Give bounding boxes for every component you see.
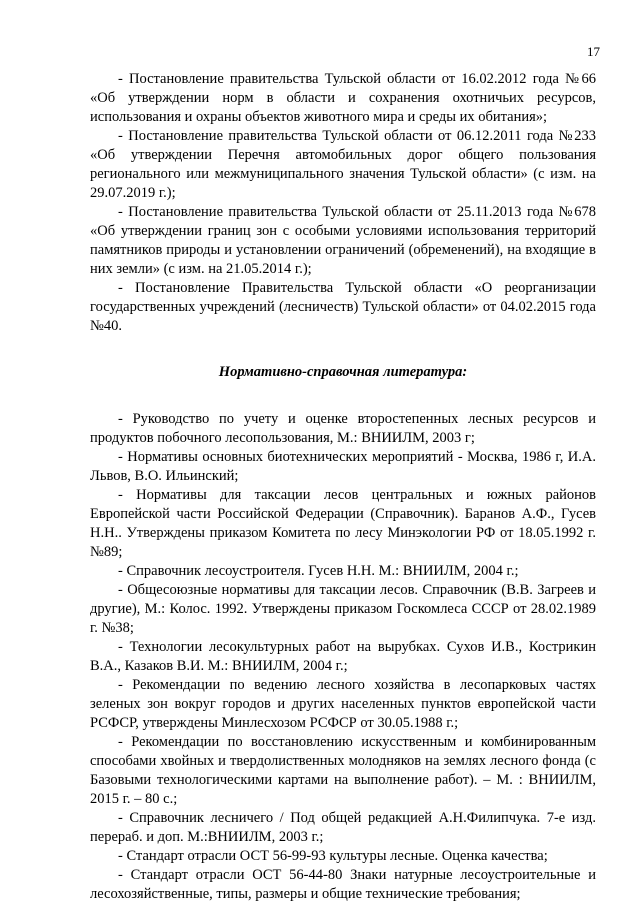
list-item: - Нормативы основных биотехнических мероприятий - Москва, 1986 г, И.А. Львов, В.О. Ильинский; — [90, 449, 596, 484]
paragraph: - Постановление правительства Тульской области от 25.11.2013 года №678 «Об утверждении границ зон с особыми условиями использования территорий памятников природы и установлении ограничений (обременений), на входящие в них земли» (с изм. на 21.05.2014 г.); — [90, 204, 596, 277]
list-item: - Нормативы для таксации лесов центральных и южных районов Европейской части Российской Федерации (Справочник). Баранов А.Ф., Гусев Н.Н.. Утверждены приказом Комитета по лесу Минэкологии РФ от 18.05.1992 г. №89; — [90, 487, 596, 560]
list-item: - Руководство по учету и оценке второстепенных лесных ресурсов и продуктов побочного лесопользования, М.: ВНИИЛМ, 2003 г; — [90, 411, 596, 446]
section-heading: Нормативно-справочная литература: — [218, 364, 468, 380]
list-item: - Общесоюзные нормативы для таксации лесов. Справочник (В.В. Загреев и другие), М.: Колос. 1992. Утверждены приказом Госкомлеса СССР от 28.02.1989 г. №38; — [90, 582, 596, 636]
paragraph: - Постановление Правительства Тульской области «О реорганизации государственных учреждений (лесничеств) Тульской области» от 04.02.2015 года №40. — [90, 280, 596, 334]
list-item: - Стандарт отрасли ОСТ 56-99-93 культуры лесные. Оценка качества; — [118, 848, 548, 864]
paragraph: - Постановление правительства Тульской области от 06.12.2011 года №233 «Об утверждении Перечня автомобильных дорог общего пользования регионального или межмуниципального значения Тульской области» (с изм. на 29.07.2019 г.); — [90, 128, 596, 201]
paragraph: - Постановление правительства Тульской области от 16.02.2012 года №66 «Об утверждении норм в области и сохранения охотничьих ресурсов, использования и охраны объектов животного мира и среды их обитания»; — [90, 71, 596, 125]
document-body — [90, 70, 596, 904]
list-item: - Рекомендации по ведению лесного хозяйства в лесопарковых частях зеленых зон вокруг городов и других населенных пунктов европейской части РСФСР, утверждены Минлесхозом РСФСР от 30.05.1988 г.; — [90, 677, 596, 731]
page-number: 17 — [587, 44, 600, 59]
list-item: - Справочник лесничего / Под общей редакцией А.Н.Филипчука. 7-е изд. перераб. и доп. М.:ВНИИЛМ, 2003 г.; — [90, 810, 596, 845]
list-item: - Справочник лесоустроителя. Гусев Н.Н. М.: ВНИИЛМ, 2004 г.; — [118, 563, 519, 579]
list-item: - Стандарт отрасли ОСТ 56-44-80 Знаки натурные лесоустроительные и лесохозяйственные, типы, размеры и общие технические требования; — [90, 867, 596, 902]
list-item: - Рекомендации по восстановлению искусственным и комбинированным способами хвойных и твердолиственных молодняков на землях лесного фонда (с Базовыми технологическими картами на выполнение работ). – М. : ВНИИЛМ, 2015 г. – 80 с.; — [90, 734, 596, 807]
list-item: - Технологии лесокультурных работ на вырубках. Сухов И.В., Кострикин В.А., Казаков В.И. М.: ВНИИЛМ, 2004 г.; — [90, 639, 596, 674]
